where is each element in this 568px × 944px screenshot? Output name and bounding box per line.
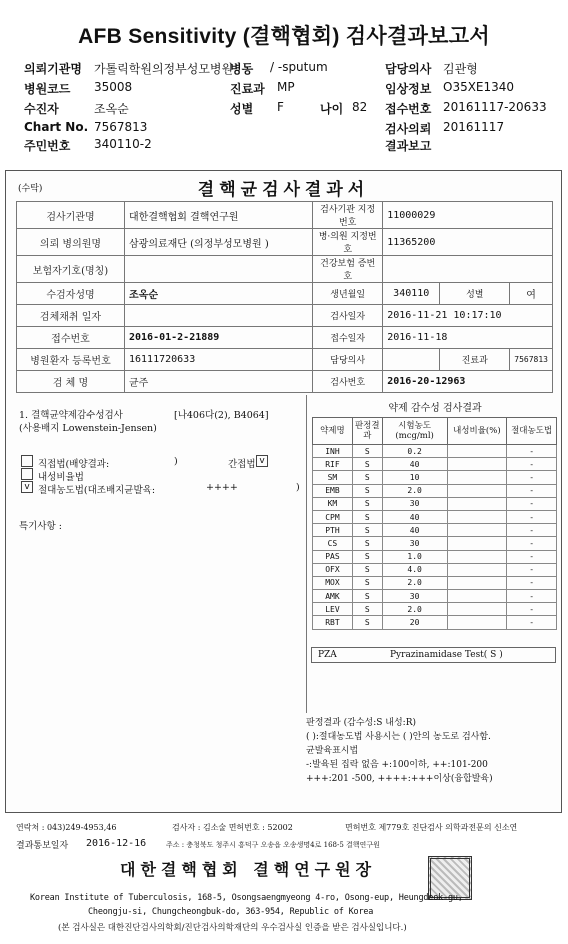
ward-label: 병동 [230, 62, 254, 76]
drug-abs-cell: - [507, 524, 557, 537]
resident-value: 340110-2 [94, 137, 152, 151]
accreditation-note: (본 검사실은 대한진단검사의학회/진단검사의학재단의 우수검사실 인증을 받은 검사실입니다.) [58, 923, 407, 933]
drug-abs-cell: - [507, 537, 557, 550]
drug-conc-cell: 40 [382, 524, 447, 537]
drug-conc-cell: 0.2 [382, 445, 447, 458]
drug-ratio-cell [447, 484, 507, 497]
drug-name-cell: EMB [313, 484, 353, 497]
drug-conc-cell: 40 [382, 510, 447, 523]
pza-label: PZA [318, 650, 337, 660]
age-label: 나이 [320, 102, 344, 116]
drug-result-cell: S [352, 537, 382, 550]
table-row [313, 445, 557, 458]
direct-label: 직접법(배양결과: [38, 459, 110, 470]
drug-result-cell: S [352, 590, 382, 603]
indirect-checkbox: v [256, 455, 268, 467]
hospital-code-label: 병원코드 [24, 82, 71, 96]
examiner: 검사자 : 김소술 면허번호 : 52002 [172, 823, 293, 832]
table-row [17, 371, 553, 393]
chart-value: 7567813 [94, 120, 148, 134]
resident-label: 주민번호 [24, 139, 71, 153]
drug-ratio-cell [447, 510, 507, 523]
table-row [313, 497, 557, 510]
drug-result-cell: S [352, 484, 382, 497]
table-row [313, 590, 557, 603]
cell-label: 접수번호 [17, 327, 125, 349]
form-title: 결핵균검사결과서 [197, 180, 370, 200]
col-header: 시험농도(mcg/ml) [382, 418, 447, 445]
table-row [313, 458, 557, 471]
drug-ratio-cell [447, 603, 507, 616]
collector-value: 조옥순 [94, 102, 129, 116]
cell-label: 진료과 [440, 349, 510, 371]
doctor-label: 담당의사 [385, 62, 432, 76]
interp-line: ( ):절대농도법 사용시는 ( )안의 농도로 검사함. [306, 732, 491, 742]
drug-ratio-cell [447, 616, 507, 629]
remarks-label: 특기사항 : [19, 521, 62, 532]
cell-label: 성별 [440, 283, 510, 305]
sensitivity-section [306, 395, 563, 713]
dept-label: 진료과 [230, 82, 265, 96]
drug-abs-cell: - [507, 603, 557, 616]
cell-value: 2016-11-21 10:17:10 [383, 305, 553, 327]
abs-value: ++++ [206, 482, 238, 493]
table-row [17, 229, 553, 256]
test-code: [나406다(2), B4064] [174, 410, 269, 421]
cell-value: 11365200 [383, 229, 553, 256]
cell-value: 16111720633 [125, 349, 313, 371]
doctor-value: 김관형 [443, 62, 478, 76]
drug-result-cell: S [352, 445, 382, 458]
drug-conc-cell: 20 [382, 616, 447, 629]
col-header: 내성비율(%) [447, 418, 507, 445]
drug-conc-cell: 30 [382, 497, 447, 510]
col-header: 절대농도법 [507, 418, 557, 445]
drug-name-cell: RBT [313, 616, 353, 629]
address-kr: 주소 : 충청북도 청주시 흥덕구 오송읍 오송생명4로 168-5 결핵연구원 [166, 841, 380, 849]
interp-line: 판정결과 (감수성:S 내성:R) [306, 718, 416, 728]
cell-value: 11000029 [383, 202, 553, 229]
drug-name-cell: MOX [313, 576, 353, 589]
drug-name-cell: LEV [313, 603, 353, 616]
drug-conc-cell: 40 [382, 458, 447, 471]
hospital-code-value: 35008 [94, 80, 133, 94]
drug-abs-cell: - [507, 497, 557, 510]
drug-result-cell: S [352, 603, 382, 616]
cell-value: 삼광의료재단 (의정부성모병원 ) [125, 229, 313, 256]
drug-ratio-cell [447, 497, 507, 510]
drug-abs-cell: - [507, 458, 557, 471]
table-row [313, 603, 557, 616]
drug-result-cell: S [352, 497, 382, 510]
drug-conc-cell: 2.0 [382, 603, 447, 616]
institution-value: 가톨릭학원의정부성모병원 [94, 62, 234, 76]
drug-abs-cell: - [507, 576, 557, 589]
drug-name-cell: RIF [313, 458, 353, 471]
form-tag: (수탁) [18, 184, 43, 194]
test-medium: (사용배지 Lowenstein-Jensen) [19, 423, 157, 434]
drug-conc-cell: 1.0 [382, 550, 447, 563]
cell-label: 검사일자 [313, 305, 383, 327]
table-row [313, 550, 557, 563]
drug-abs-cell: - [507, 550, 557, 563]
interpretation [306, 716, 563, 786]
drug-ratio-cell [447, 550, 507, 563]
drug-name-cell: OFX [313, 563, 353, 576]
interp-line: -:발육된 집락 없음 +:100이하, ++:101-200 [306, 760, 488, 770]
cell-label: 의뢰 병의원명 [17, 229, 125, 256]
cell-value: 7567813 [510, 349, 553, 371]
org-address-en: Korean Institute of Tuberculosis, 168-5, Osongsaengmyeong 4-ro, Osong-eup, Heungdeok-gu, [30, 893, 463, 903]
cell-value [125, 305, 313, 327]
drug-ratio-cell [447, 590, 507, 603]
sex-label: 성별 [230, 102, 254, 116]
report-date: 2016-12-16 [86, 838, 147, 849]
ratio-label: 내성비율법 [38, 472, 84, 483]
cell-label: 검사번호 [313, 371, 383, 393]
collector-label: 수진자 [24, 102, 59, 116]
cell-value: 여 [510, 283, 553, 305]
drug-abs-cell: - [507, 471, 557, 484]
drug-abs-cell: - [507, 590, 557, 603]
cell-label: 병원환자 등록번호 [17, 349, 125, 371]
org-name-kr: 대한결핵협회 결핵연구원장 [120, 860, 377, 879]
drug-ratio-cell [447, 537, 507, 550]
table-row [17, 349, 553, 371]
drug-result-cell: S [352, 550, 382, 563]
drug-conc-cell: 30 [382, 590, 447, 603]
cell-label: 건강보험 증번호 [313, 256, 383, 283]
drug-ratio-cell [447, 458, 507, 471]
pza-value: Pyrazinamidase Test( S ) [390, 650, 503, 660]
contact: 연락처 : 043)249-4953,46 [16, 823, 117, 832]
org-address-en-2: Cheongju-si, Chungcheongbuk-do, 363-954, Republic of Korea [88, 907, 374, 917]
cell-value: 340110 [383, 283, 440, 305]
drug-name-cell: PTH [313, 524, 353, 537]
abs-close: ) [296, 482, 300, 493]
cell-label: 병·의원 지정번호 [313, 229, 383, 256]
chart-label: Chart No. [24, 120, 89, 134]
abs-checkbox: v [21, 481, 33, 493]
table-row [313, 537, 557, 550]
table-row [17, 327, 553, 349]
drug-name-cell: PAS [313, 550, 353, 563]
sensitivity-table [312, 417, 557, 630]
pza-row [311, 647, 556, 663]
table-row [17, 305, 553, 327]
drug-name-cell: SM [313, 471, 353, 484]
drug-result-cell: S [352, 524, 382, 537]
drug-result-cell: S [352, 471, 382, 484]
sex-value: F [277, 100, 284, 114]
ward-value: / -sputum [270, 60, 328, 74]
interp-line: 균발육표시법 [306, 746, 359, 756]
institution-label: 의뢰기관명 [24, 62, 82, 76]
table-row [313, 524, 557, 537]
certification: 면허번호 제779호 진단검사 의학과전문의 신소연 [345, 823, 518, 832]
cell-value: 대한결핵협회 결핵연구원 [125, 202, 313, 229]
cell-value [125, 256, 313, 283]
abs-label: 절대농도법(대조배지균발육: [38, 485, 156, 496]
age-value: 82 [352, 100, 368, 114]
drug-ratio-cell [447, 524, 507, 537]
cell-label: 검사기관명 [17, 202, 125, 229]
report-date-label: 결과통보일자 [16, 841, 69, 851]
table-row [17, 256, 553, 283]
drug-result-cell: S [352, 510, 382, 523]
info-table [16, 201, 553, 393]
cell-label: 생년월일 [313, 283, 383, 305]
drug-abs-cell: - [507, 616, 557, 629]
cell-value: 2016-11-18 [383, 327, 553, 349]
report-label: 결과보고 [385, 139, 432, 153]
ratio-checkbox [21, 468, 33, 480]
sens-title: 약제 감수성 검사결과 [388, 403, 482, 414]
table-row [313, 510, 557, 523]
drug-result-cell: S [352, 458, 382, 471]
cell-value: 2016-01-2-21889 [125, 327, 313, 349]
indirect-label: 간접법 [228, 459, 256, 470]
drug-result-cell: S [352, 616, 382, 629]
drug-abs-cell: - [507, 563, 557, 576]
col-header: 판정결과 [352, 418, 382, 445]
drug-conc-cell: 30 [382, 537, 447, 550]
cell-value: 균주 [125, 371, 313, 393]
receipt-label: 접수번호 [385, 102, 432, 116]
dept-value: MP [277, 80, 295, 94]
drug-result-cell: S [352, 576, 382, 589]
cell-value: 조옥순 [125, 283, 313, 305]
cell-label: 검체채취 일자 [17, 305, 125, 327]
drug-conc-cell: 10 [382, 471, 447, 484]
drug-name-cell: KM [313, 497, 353, 510]
table-row [17, 283, 553, 305]
drug-conc-cell: 2.0 [382, 576, 447, 589]
direct-close: ) [174, 456, 178, 467]
drug-abs-cell: - [507, 510, 557, 523]
method-section [16, 395, 312, 810]
drug-ratio-cell [447, 445, 507, 458]
drug-name-cell: AMK [313, 590, 353, 603]
cell-label: 보험자기호(명칭) [17, 256, 125, 283]
table-row [313, 563, 557, 576]
test-name: 1. 결핵균약제감수성검사 [19, 410, 123, 421]
request-label: 검사의뢰 [385, 122, 432, 136]
table-header-row [313, 418, 557, 445]
cell-value [383, 349, 440, 371]
table-row [313, 576, 557, 589]
clinical-value: O35XE1340 [443, 80, 515, 94]
drug-ratio-cell [447, 471, 507, 484]
drug-abs-cell: - [507, 484, 557, 497]
cell-label: 검사기관 지정번호 [313, 202, 383, 229]
col-header: 약제명 [313, 418, 353, 445]
cell-label: 검 체 명 [17, 371, 125, 393]
drug-name-cell: CPM [313, 510, 353, 523]
drug-ratio-cell [447, 563, 507, 576]
table-row [313, 484, 557, 497]
cell-value [383, 256, 553, 283]
drug-ratio-cell [447, 576, 507, 589]
page-title: AFB Sensitivity (결핵협회) 검사결과보고서 [78, 25, 490, 48]
drug-name-cell: CS [313, 537, 353, 550]
request-value: 20161117 [443, 120, 505, 134]
clinical-label: 임상정보 [385, 82, 432, 96]
table-row [17, 202, 553, 229]
drug-name-cell: INH [313, 445, 353, 458]
table-row [313, 471, 557, 484]
drug-conc-cell: 2.0 [382, 484, 447, 497]
cell-label: 접수일자 [313, 327, 383, 349]
cell-label: 담당의사 [313, 349, 383, 371]
receipt-value: 20161117-20633 [443, 100, 547, 114]
drug-abs-cell: - [507, 445, 557, 458]
table-row [313, 616, 557, 629]
interp-line: +++:201 -500, ++++:+++이상(융합발육) [306, 774, 493, 784]
cell-label: 수검자성명 [17, 283, 125, 305]
drug-result-cell: S [352, 563, 382, 576]
result-form [5, 170, 562, 813]
direct-checkbox [21, 455, 33, 467]
cell-value: 2016-20-12963 [383, 371, 553, 393]
drug-conc-cell: 4.0 [382, 563, 447, 576]
